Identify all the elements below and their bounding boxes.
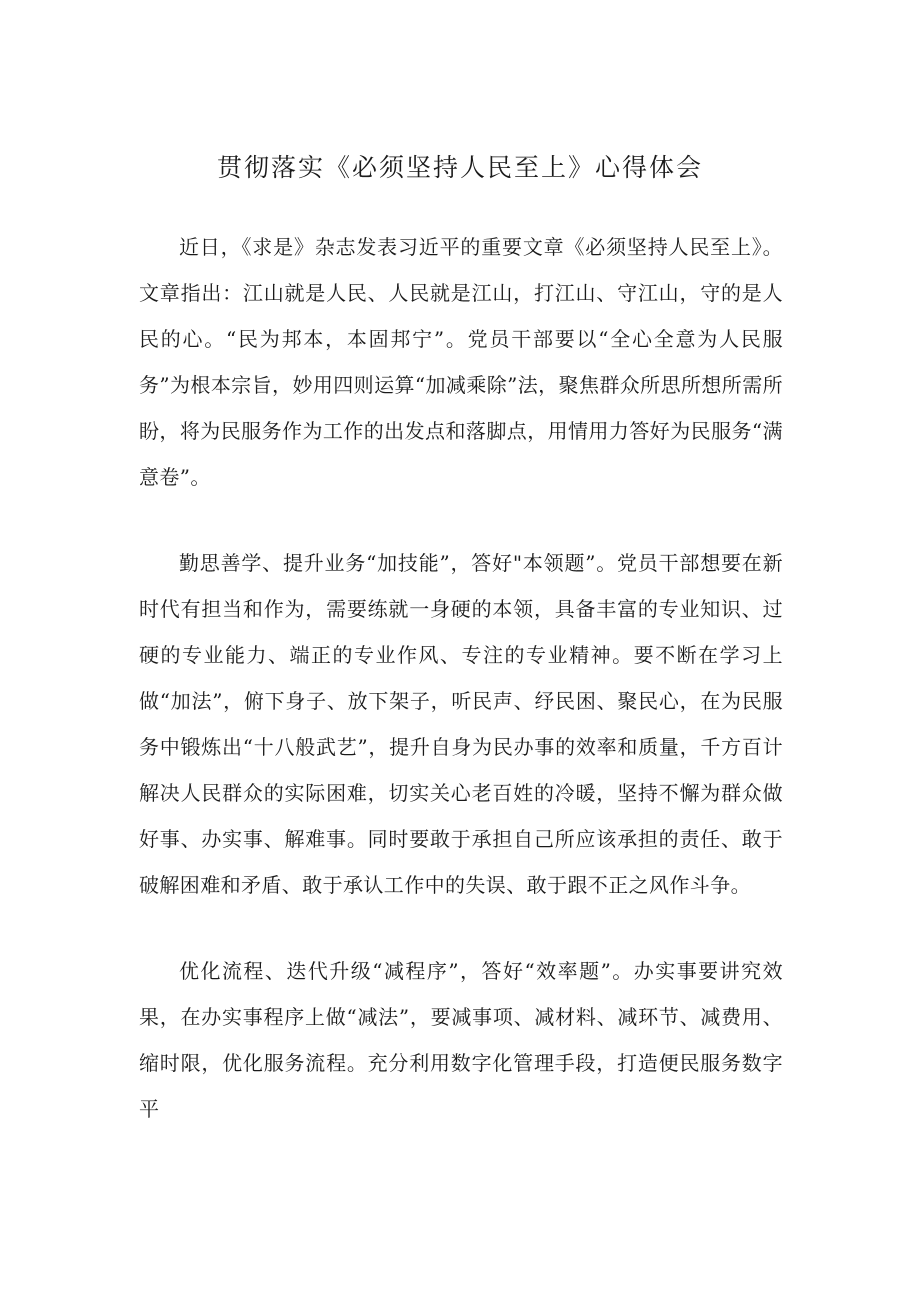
document-title: 贯彻落实《必须坚持人民至上》心得体会 [216,153,703,182]
paragraph-intro: 近日，《求是》杂志发表习近平的重要文章《必须坚持人民至上》。文章指出：江山就是人民、人民就是江山，打江山、守江山，守的是人民的心。“民为邦本，本固邦宁”。党员干部要以“全心全意为人民服务”为根本宗旨，妙用四则运算“加减乘除”法，聚焦群众所思所想所需所盼，将为民服务作为工作的出发点和落脚点，用情用力答好为民服务“满意卷”。 [139,235,783,489]
document-body [139,224,783,1172]
paragraph-efficiency: 优化流程、迭代升级“减程序”，答好“效率题”。办实事要讲究效果，在办实事程序上做“减法”，要减事项、减材料、减环节、减费用、缩时限，优化服务流程。充分利用数字化管理手段，打造便民服务数字平 [139,959,783,1121]
paragraph-skills: 勤思善学、提升业务“加技能”，答好"本领题”。党员干部想要在新时代有担当和作为，需要练就一身硬的本领，具备丰富的专业知识、过硬的专业能力、端正的专业作风、专注的专业精神。要不断在学习上做“加法”，俯下身子、放下架子，听民声、纾民困、聚民心，在为民服务中锻炼出“十八般武艺”，提升自身为民办事的效率和质量，千方百计解决人民群众的实际困难，切实关心老百姓的冷暖，坚持不懈为群众做好事、办实事、解难事。同时要敢于承担自己所应该承担的责任、敢于破解困难和矛盾、敢于承认工作中的失误、敢于跟不正之风作斗争。 [139,551,783,897]
